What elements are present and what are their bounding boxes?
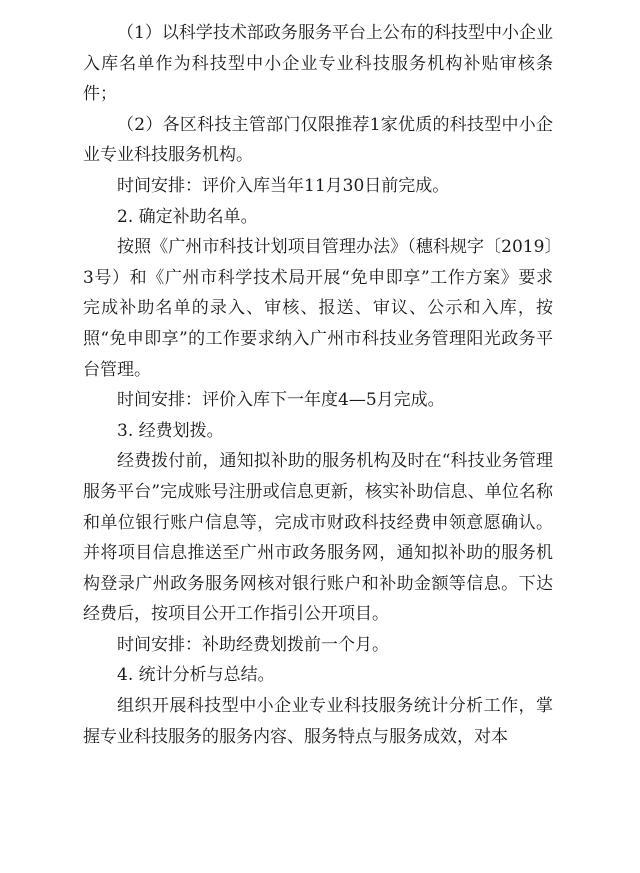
paragraph-funding: 经费拨付前，通知拟补助的服务机构及时在“科技业务管理服务平台”完成账号注册或信息更新，核实补助信息、单位名称和单位银行账户信息等，完成市财政科技经费申领意愿确认。并将项目信息推送至广州市政务服务网，通知拟补助的服务机构登录广州政务服务网核对银行账户和补助金额等信息。下达经费后，按项目公开工作指引公开项目。 (83, 451, 553, 625)
heading-step-2: 2. 确定补助名单。 (117, 206, 258, 227)
paragraph-schedule-1: 时间安排：评价入库当年11月30日前完成。 (117, 175, 450, 196)
heading-step-3: 3. 经费划拨。 (117, 420, 224, 441)
paragraph-schedule-3: 时间安排：补助经费划拨前一个月。 (117, 634, 389, 655)
paragraph-subsidy-list: 按照《广州市科技计划项目管理办法》（穗科规字〔2019〕3号）和《广州市科学技术局开展“免申即享”工作方案》要求完成补助名单的录入、审核、报送、审议、公示和入库，按照“免申即享”的工作要求纳入广州市科技业务管理阳光政务平台管理。 (83, 237, 553, 380)
document-body (83, 18, 553, 752)
paragraph-statistics: 组织开展科技型中小企业专业科技服务统计分析工作，掌握专业科技服务的服务内容、服务特点与服务成效，对本 (83, 696, 553, 747)
paragraph-condition-2: （2）各区科技主管部门仅限推荐1家优质的科技型中小企业专业科技服务机构。 (83, 114, 553, 166)
paragraph-schedule-2: 时间安排：评价入库下一年度4—5月完成。 (117, 390, 445, 411)
paragraph-condition-1: （1）以科学技术部政务服务平台上公布的科技型中小企业入库名单作为科技型中小企业专业科技服务机构补贴审核条件； (83, 23, 553, 105)
heading-step-4: 4. 统计分析与总结。 (117, 665, 275, 686)
